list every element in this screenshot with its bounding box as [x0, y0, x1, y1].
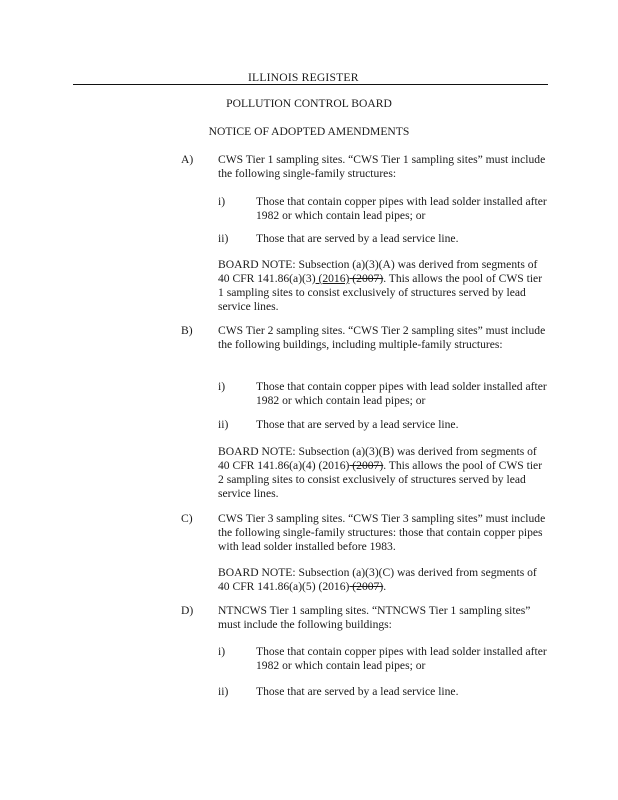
section-c-label: C)	[181, 512, 193, 525]
section-d-item-2-text: Those that are served by a lead service line.	[256, 685, 459, 698]
section-a-item-1-text: Those that contain copper pipes with lead solder installed after 1982 or which contain lead pipes; or	[256, 195, 547, 222]
section-d-label: D)	[181, 604, 194, 617]
agency-title: POLLUTION CONTROL BOARD	[226, 97, 392, 110]
section-b-item-2-label: ii)	[218, 418, 229, 431]
note-c-post: .	[383, 580, 387, 593]
section-d-item-1-text: Those that contain copper pipes with lead solder installed after 1982 or which contain lead pipes; or	[256, 645, 547, 672]
section-b-text: CWS Tier 2 sampling sites. “CWS Tier 2 sampling sites” must include the following buildings, including multiple-family structures:	[218, 324, 546, 351]
note-a-pre: BOARD NOTE: Subsection (a)(3)(A) was derived from segments of 40 CFR 141.86(a)(3)	[218, 258, 538, 285]
section-a-text: CWS Tier 1 sampling sites. “CWS Tier 1 sampling sites” must include the following single-family structures:	[218, 153, 546, 180]
section-c-text: CWS Tier 3 sampling sites. “CWS Tier 3 sampling sites” must include the following single-family structures: those that contain copper pipes with lead solder installed before 1983.	[218, 512, 546, 553]
section-a-label: A)	[181, 153, 194, 166]
note-c-deleted: (2007)	[349, 580, 384, 593]
section-b-item-2-text: Those that are served by a lead service line.	[256, 418, 459, 431]
note-a-deleted: (2007)	[349, 272, 384, 285]
section-a-item-2-label: ii)	[218, 232, 229, 245]
note-a-post: . This allows the pool of CWS tier 1 sampling sites to consist exclusively of structures served by lead service lines.	[218, 272, 543, 313]
section-a-board-note	[218, 258, 548, 314]
note-b-deleted: (2007)	[349, 459, 384, 472]
section-b-item-1-label: i)	[218, 380, 226, 393]
note-c-pre: BOARD NOTE: Subsection (a)(3)(C) was derived from segments of 40 CFR 141.86(a)(5) (2016)	[218, 566, 537, 593]
section-d-item-2-label: ii)	[218, 685, 229, 698]
note-b-post: . This allows the pool of CWS tier 2 sampling sites to consist exclusively of structures served by lead service lines.	[218, 459, 543, 500]
section-b-item-1-text: Those that contain copper pipes with lead solder installed after 1982 or which contain lead pipes; or	[256, 380, 547, 407]
section-b-label: B)	[181, 324, 193, 337]
note-b-pre: BOARD NOTE: Subsection (a)(3)(B) was derived from segments of 40 CFR 141.86(a)(4) (2016)	[218, 445, 537, 472]
register-title: ILLINOIS REGISTER	[248, 71, 359, 84]
notice-title: NOTICE OF ADOPTED AMENDMENTS	[208, 125, 410, 138]
section-c-board-note	[218, 566, 548, 594]
note-a-added: (2016)	[315, 272, 350, 285]
section-d-item-1-label: i)	[218, 645, 226, 658]
section-a-item-1-label: i)	[218, 195, 226, 208]
section-a-item-2-text: Those that are served by a lead service line.	[256, 232, 459, 245]
header-rule	[73, 84, 548, 85]
section-b-board-note	[218, 445, 548, 501]
section-d-text: NTNCWS Tier 1 sampling sites. “NTNCWS Tier 1 sampling sites” must include the following buildings:	[218, 604, 531, 631]
